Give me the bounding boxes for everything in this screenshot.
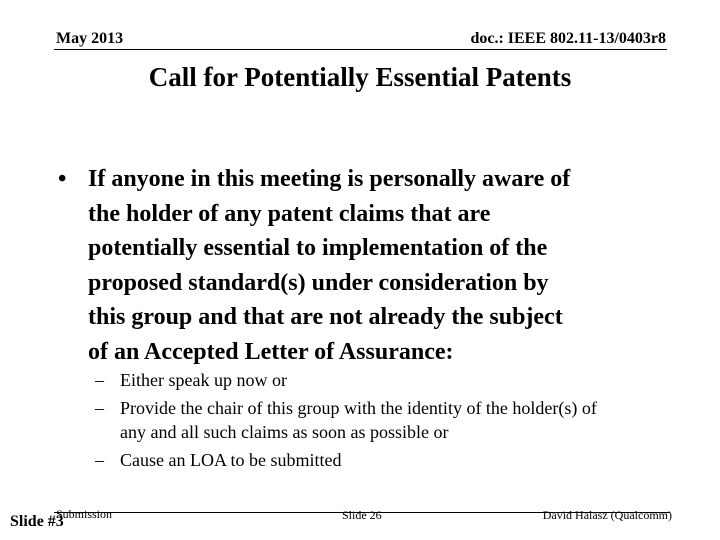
slide-title: Call for Potentially Essential Patents [148,62,572,92]
footer-slide: Slide 26 [342,508,382,522]
footer-author: David Halasz (Qualcomm) [542,508,672,522]
sub-bullet-item [95,448,675,472]
header-date: May 2013 [56,30,124,47]
bullet-symbol: • [58,166,67,192]
sub-bullet-item [95,396,675,444]
main-bullet-line: If anyone in this meeting is personally aware of [88,166,571,192]
sub-bullet-line: Cause an LOA to be submitted [120,450,342,470]
sub-bullet-item [95,368,675,392]
main-bullet-line: of an Accepted Letter of Assurance: [88,338,454,365]
header-divider [54,49,667,50]
sub-bullet-line: any and all such claims as soon as possible or [120,422,449,442]
sub-bullet-list [95,368,675,476]
main-bullet-line: this group and that are not already the subject [88,304,563,331]
footer-slide-number: Slide #3 [10,513,64,530]
header-doc-id: doc.: IEEE 802.11-13/0403r8 [470,30,666,47]
sub-bullet-line: Either speak up now or [120,370,287,390]
dash-symbol: – [95,398,104,418]
dash-symbol: – [95,370,104,390]
dash-symbol: – [95,450,104,470]
main-bullet-line: the holder of any patent claims that are [88,200,491,227]
main-bullet-line: proposed standard(s) under consideration by [88,269,549,296]
main-bullet [58,162,668,370]
footer-submission: Submission [56,507,113,521]
sub-bullet-line: Provide the chair of this group with the identity of the holder(s) of [120,398,597,418]
main-bullet-line: potentially essential to implementation of the [88,235,548,262]
